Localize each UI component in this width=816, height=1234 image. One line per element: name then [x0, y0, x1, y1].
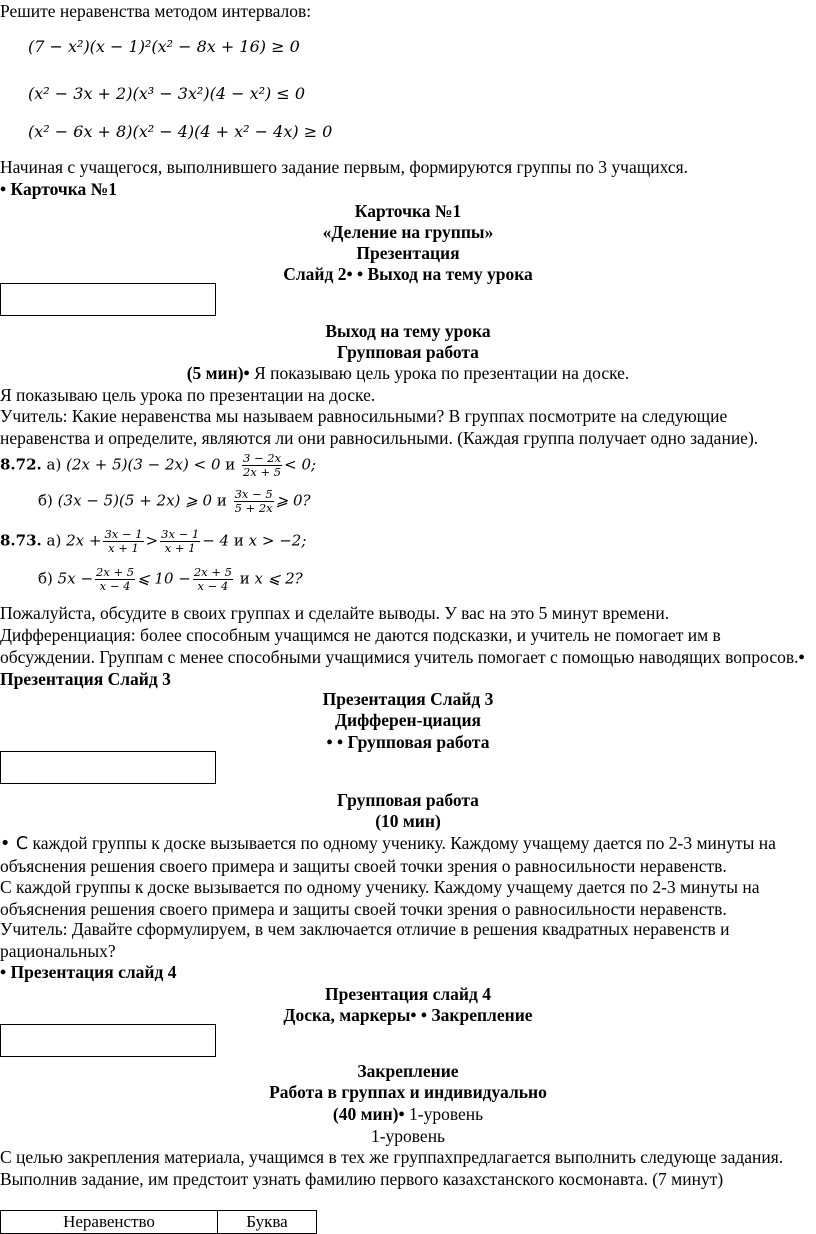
- and-word: и: [216, 491, 227, 510]
- expression: (3x − 5)(5 + 2x) ⩾ 0: [57, 491, 213, 510]
- expression: (2x + 5)(3 − 2x) < 0: [66, 455, 221, 474]
- card-bullet: • Карточка №1: [0, 179, 118, 199]
- paragraph: Пожалуйста, обсудите в своих группах и сделайте выводы. У вас на это 5 минут времени.: [0, 603, 670, 623]
- slide-4-label: Презентация слайд 4: [325, 984, 491, 1004]
- empty-cell-box: [0, 1024, 216, 1057]
- paragraph: Дифференциация: более способным учащимся не даются подсказки, и учитель не помогает им в обсуждении. Группам с менее способными учащимися учитель помогает с помощью наводящих вопросов.• Презентация Слайд 3: [0, 625, 805, 689]
- time-label: (5 мин)•: [186, 363, 250, 383]
- expression: 2x +: [66, 531, 102, 550]
- fraction: $\frac{3 - 2x}{2x + 5}$: [243, 451, 282, 479]
- time-line: [0, 1103, 816, 1125]
- exercise-8-72-b: [38, 488, 311, 515]
- and-word: и: [233, 531, 244, 550]
- time-label: (10 мин): [375, 811, 441, 831]
- expression: ⩽ 10 −: [137, 569, 191, 588]
- differentiation-label: Дифферен-циация: [334, 710, 482, 730]
- inequality-1: (7 − x²)(x − 1)²(x² − 8x + 16) ≥ 0: [28, 37, 300, 56]
- tools-label: Доска, маркеры• • Закрепление: [283, 1005, 533, 1025]
- task-heading: Решите неравенства методом интервалов:: [0, 1, 312, 21]
- section-title: Закрепление: [357, 1061, 459, 1081]
- time-rest: 1-уровень: [404, 1104, 484, 1124]
- table-header-row: [1, 1211, 317, 1234]
- paragraph: Учитель: Давайте сформулируем, в чем заключается отличие в решения квадратных неравенств и рациональных?: [0, 919, 730, 961]
- exercise-number: 8.72.: [0, 455, 42, 474]
- exercise-8-73-a: [0, 528, 306, 555]
- fraction: $\frac{2x + 5}{x - 4}$: [96, 565, 135, 593]
- section-title: Выход на тему урока: [325, 321, 491, 341]
- fraction: $\frac{3x - 1}{x + 1}$: [161, 527, 200, 555]
- empty-cell-box: [0, 283, 216, 316]
- item-label: б): [38, 491, 53, 510]
- expression: ⩾ 0?: [275, 491, 311, 510]
- groups-text: Начиная с учащегося, выполнившего задание первым, формируются группы по 3 учащихся.: [0, 157, 689, 177]
- paragraph: Учитель: Какие неравенства мы называем равносильными? В группах посмотрите на следующие неравенства и определите, являются ли они равносильными. (Каждая группа получает одно задание).: [0, 406, 759, 448]
- time-rest: Я показываю цель урока по презентации на доске.: [249, 363, 630, 383]
- answer-table: [0, 1210, 317, 1234]
- fraction: $\frac{3x - 1}{x + 1}$: [104, 527, 143, 555]
- inequality-2: (x² − 3x + 2)(x³ − 3x²)(4 − x²) ≤ 0: [28, 84, 306, 103]
- expression: >: [145, 531, 159, 550]
- table-header-cell: Неравенство: [1, 1211, 218, 1234]
- exercise-8-73-b: [38, 566, 303, 593]
- card-subtitle: «Деление на группы»: [322, 222, 494, 242]
- item-label: а): [46, 531, 62, 550]
- level-label: 1-уровень: [370, 1126, 446, 1146]
- exercise-8-72-a: [0, 452, 316, 479]
- expression: x ⩽ 2?: [254, 569, 303, 588]
- expression: < 0;: [284, 455, 317, 474]
- slide-3-label: Презентация Слайд 3: [322, 689, 494, 709]
- table-header-cell: Буква: [218, 1211, 317, 1234]
- paragraph: С каждой группы к доске вызывается по одному ученику. Каждому учащему дается по 2-3 минуты на объяснения решения своего примера и защиты своей точки зрения о равносильности неравенств.: [0, 877, 760, 919]
- section-subtitle: Групповая работа: [337, 342, 479, 362]
- section-title: Групповая работа: [337, 790, 479, 810]
- time-line: [0, 362, 816, 384]
- paragraph: С целью закрепления материала, учащимся в тех же группахпредлагается выполнить следующе задания. Выполнив задание, им предстоит узнать фамилию первого казахстанского космонавта. (7 минут): [0, 1147, 784, 1189]
- exercise-number: 8.73.: [0, 531, 42, 550]
- item-label: б): [38, 569, 53, 588]
- empty-cell-box: [0, 751, 216, 784]
- presentation-label: Презентация: [356, 243, 460, 263]
- paragraph: • С каждой группы к доске вызывается по одному ученику. Каждому учащему дается по 2-3 минуты на объяснения решения своего примера и защиты своей точки зрения о равносильности неравенств.: [0, 833, 776, 876]
- time-label: (40 мин)•: [332, 1104, 405, 1124]
- expression: x > −2;: [248, 531, 307, 550]
- expression: 5x −: [57, 569, 94, 588]
- and-word: и: [239, 569, 250, 588]
- fraction: $\frac{3x - 5}{5 + 2x}$: [234, 487, 273, 515]
- bullet-label: • Презентация Слайд 3: [0, 647, 805, 689]
- card-title: Карточка №1: [354, 201, 462, 221]
- section-subtitle: Работа в группах и индивидуально: [269, 1082, 547, 1102]
- expression: − 4: [202, 531, 230, 550]
- fraction: $\frac{2x + 5}{x - 4}$: [193, 565, 232, 593]
- inequality-3: (x² − 6x + 8)(x² − 4)(4 + x² − 4x) ≥ 0: [28, 122, 333, 141]
- group-work-label: • • Групповая работа: [326, 732, 490, 752]
- slide-2-label: Слайд 2• • Выход на тему урока: [283, 264, 533, 284]
- bullet-label: • Презентация слайд 4: [0, 962, 177, 982]
- item-label: а): [46, 455, 62, 474]
- paragraph: Я показываю цель урока по презентации на доске.: [0, 385, 376, 405]
- and-word: и: [225, 455, 236, 474]
